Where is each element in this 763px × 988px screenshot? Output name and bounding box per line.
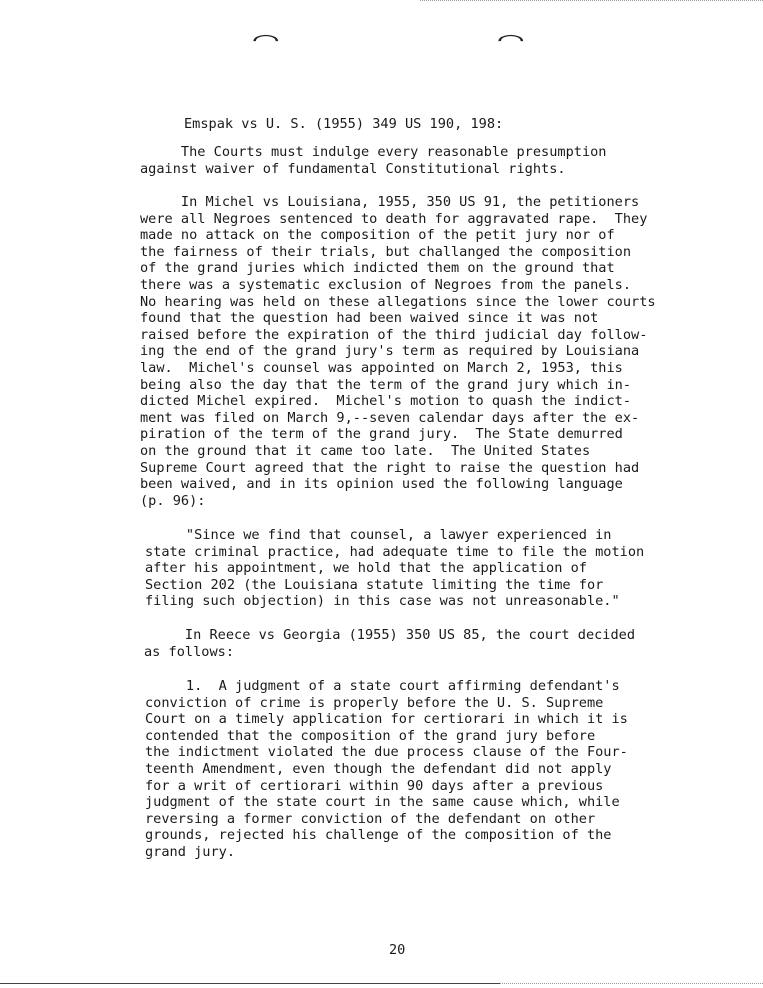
- hole-punch-mark-left: ⌒: [253, 26, 279, 51]
- page-number: 20: [389, 942, 406, 958]
- bottom-rule-dotted: [500, 983, 763, 984]
- numbered-point-1: 1. A judgment of a state court affirming defendant's conviction of crime is properly before the U. S. Supreme Court on a timely application for certiorari in which it is contended that the composition of the grand jury before the indictment violated the due process clause of the Four- teenth Amendment, even though the defendant did not apply for a writ of certiorari within 90 days after a previous judgment of the state court in the same cause which, while reversing a former conviction of the defendant on other grounds, rejected his challenge of the composition of the grand jury.: [145, 678, 628, 860]
- top-dotted-edge: [420, 0, 763, 1]
- quoted-opinion-excerpt: "Since we find that counsel, a lawyer experienced in state criminal practice, had adequate time to file the motion after his appointment, we hold that the application of Section 202 (the Louisiana statute limiting the time for filing such objection) in this case was not unreasonable.": [145, 527, 645, 610]
- hole-punch-mark-right: ⌒: [498, 26, 524, 51]
- case-heading-emspak: Emspak vs U. S. (1955) 349 US 190, 198:: [184, 116, 504, 132]
- bottom-rule-solid: [0, 983, 500, 984]
- paragraph-waiver-presumption: The Courts must indulge every reasonable presumption against waiver of fundamental Constitutional rights.: [140, 144, 607, 177]
- paragraph-michel-vs-louisiana: In Michel vs Louisiana, 1955, 350 US 91, the petitioners were all Negroes sentenced to death for aggravated rape. They made no attack on the composition of the petit jury nor of the fairness of their trials, but challanged the composition of the grand juries which indicted them on the ground that there was a systematic exclusion of Negroes from the panels. No hearing was held on these allegations since the lower courts found that the question had been waived since it was not raised before the expiration of the third judicial day follow- ing the end of the grand jury's term as required by Louisiana law. Michel's counsel was appointed on March 2, 1953, this being also the day that the term of the grand jury which in- dicted Michel expired. Michel's motion to quash the indict- ment was filed on March 9,--seven calendar days after the ex- piration of the term of the grand jury. The State demurred on the ground that it came too late. The United States Supreme Court agreed that the right to raise the question had been waived, and in its opinion used the following language (p. 96):: [140, 194, 656, 509]
- paragraph-reece-vs-georgia: In Reece vs Georgia (1955) 350 US 85, the court decided as follows:: [144, 627, 636, 660]
